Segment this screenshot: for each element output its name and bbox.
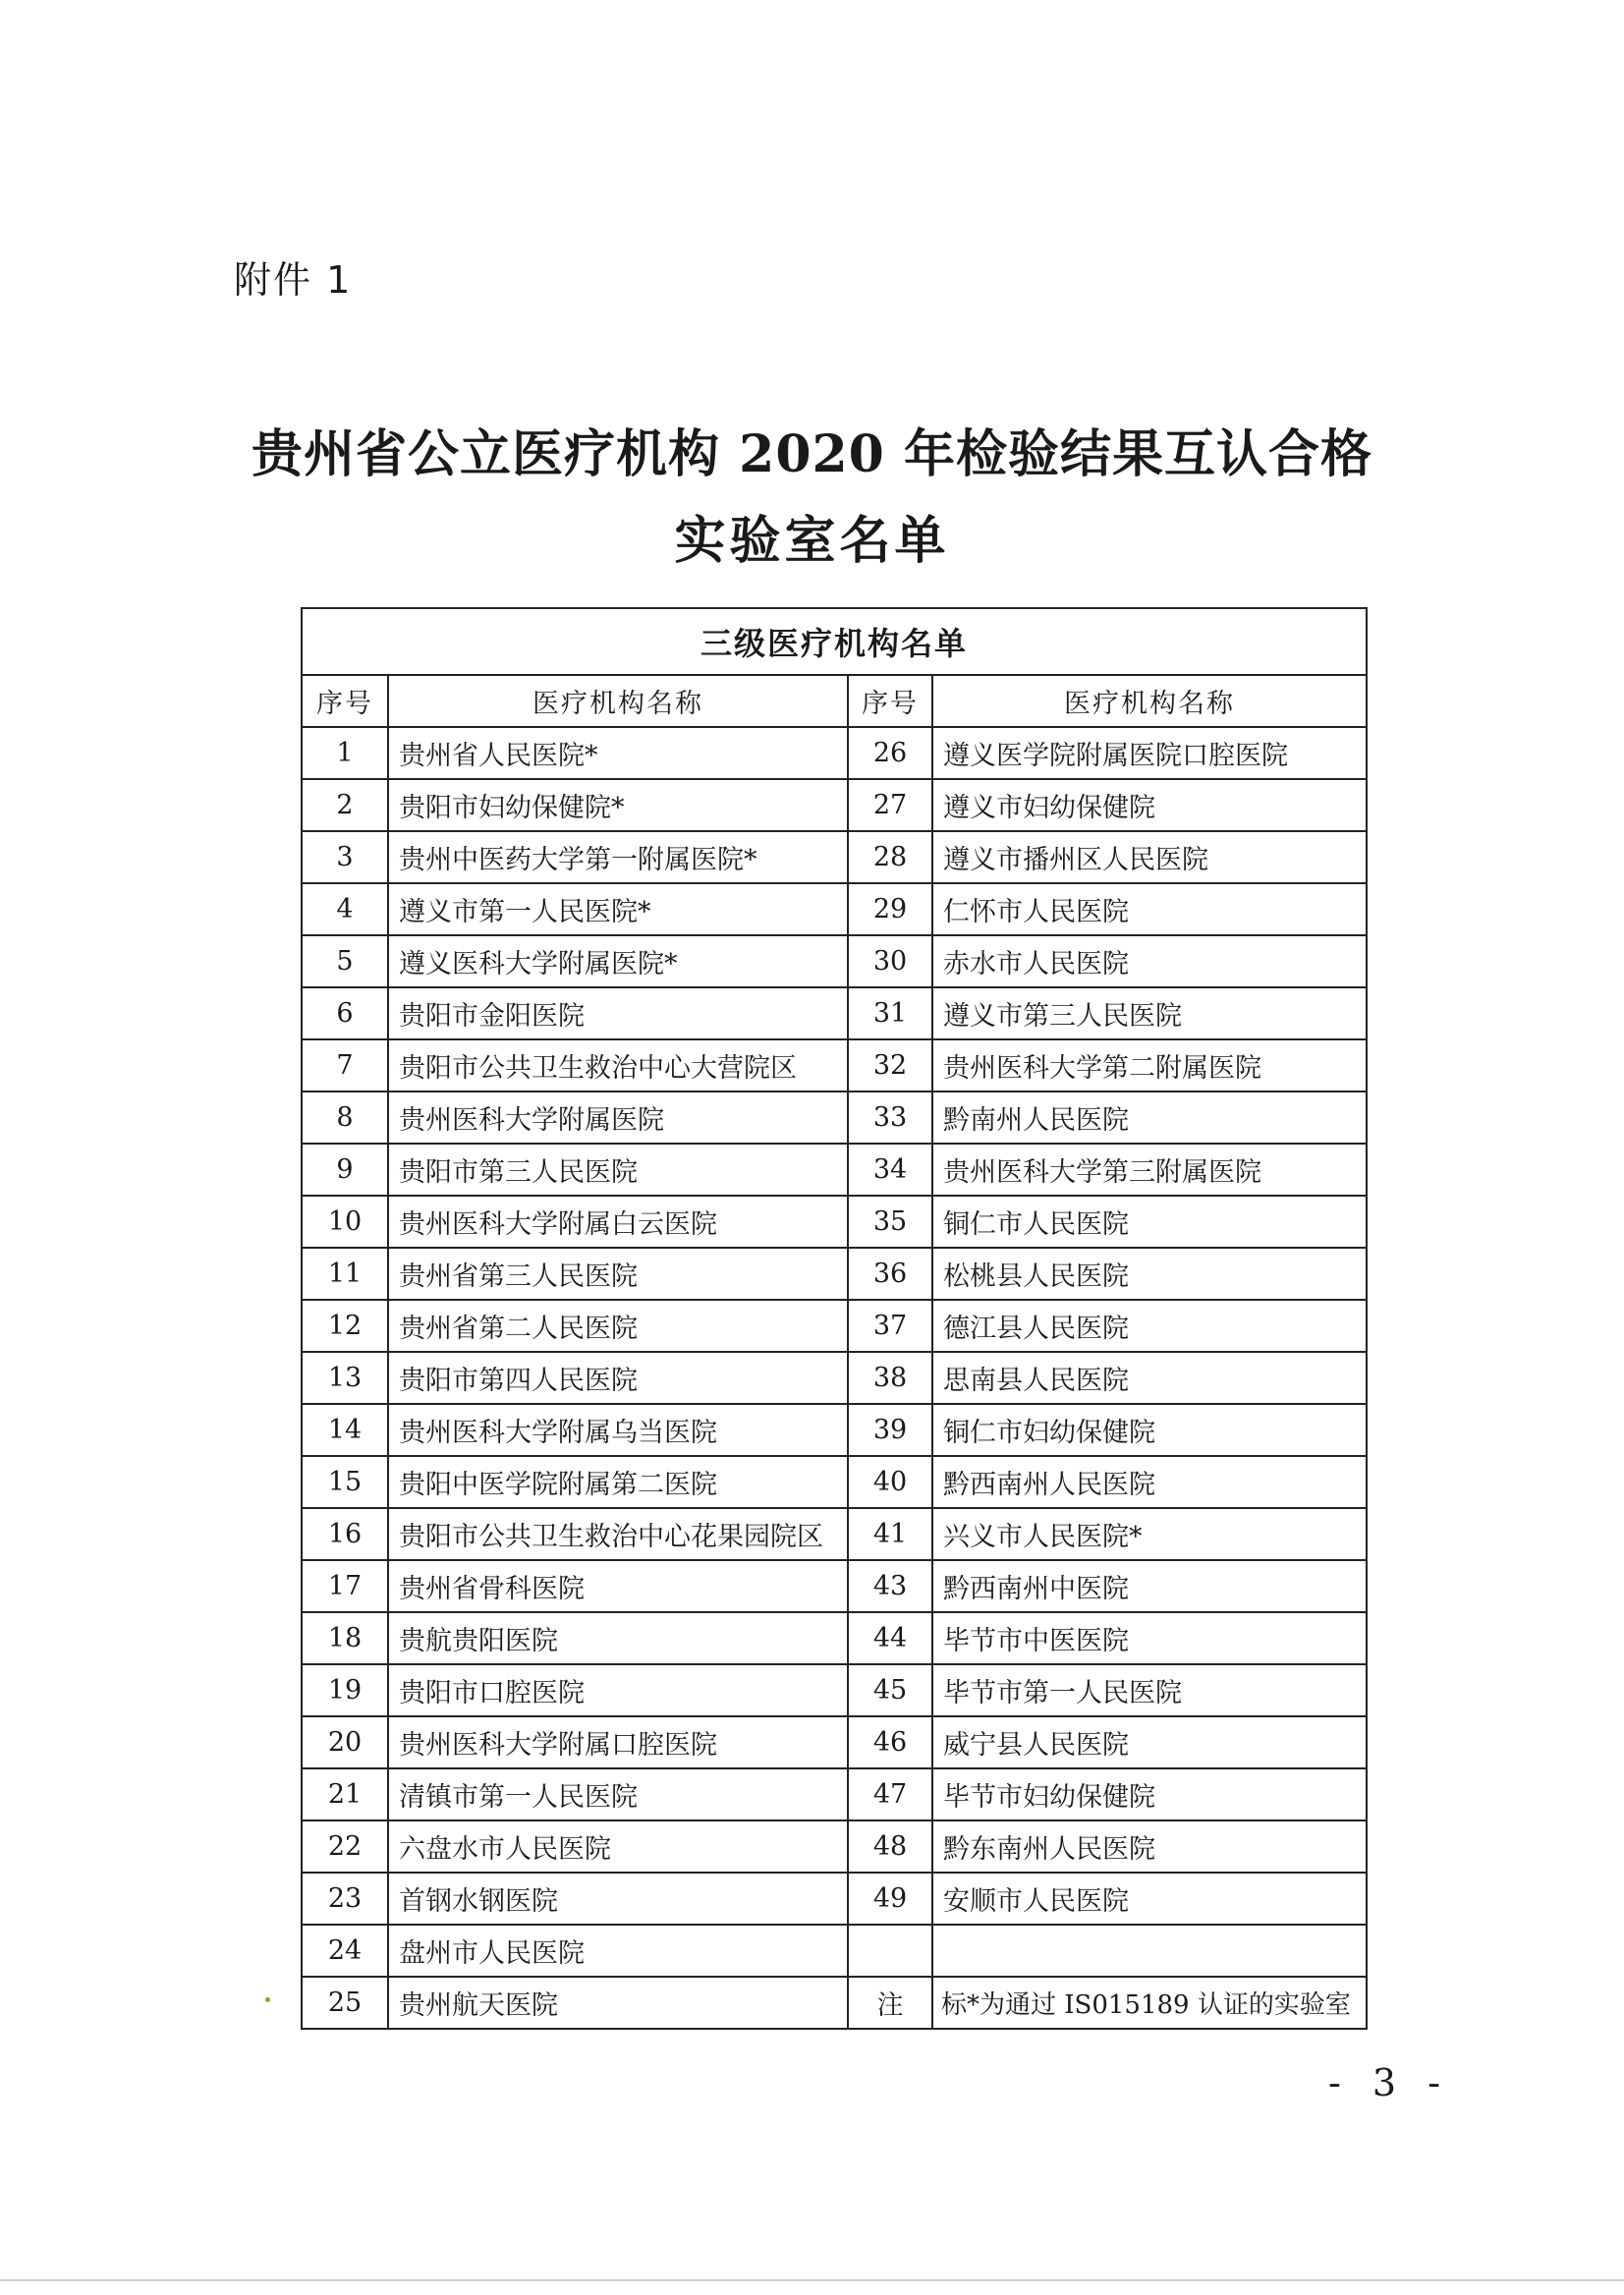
institution-name-right: 毕节市妇幼保健院 — [932, 1768, 1367, 1820]
row-number-right: 27 — [848, 779, 932, 831]
institution-name-left: 贵州省人民医院* — [388, 727, 848, 779]
institution-name-right: 标*为通过 IS015189 认证的实验室 — [932, 1977, 1367, 2029]
row-number-left: 15 — [302, 1456, 388, 1508]
page-number: - 3 - — [1328, 2061, 1451, 2104]
institution-name-right: 威宁县人民医院 — [932, 1716, 1367, 1768]
table-row — [302, 935, 1367, 987]
row-number-left: 23 — [302, 1873, 388, 1925]
table-row — [302, 1820, 1367, 1873]
institution-name-left: 首钢水钢医院 — [388, 1873, 848, 1925]
institution-name-right: 黔西南州中医院 — [932, 1560, 1367, 1612]
institution-name-right: 赤水市人民医院 — [932, 935, 1367, 987]
row-number-right: 46 — [848, 1716, 932, 1768]
institution-name-right: 思南县人民医院 — [932, 1352, 1367, 1404]
table-row — [302, 1248, 1367, 1300]
document-title-line-2: 实验室名单 — [674, 511, 950, 571]
column-header-seq-left: 序号 — [302, 675, 388, 727]
row-number-right: 35 — [848, 1196, 932, 1248]
institution-table — [301, 607, 1368, 2030]
table-row — [302, 1456, 1367, 1508]
table-row — [302, 1196, 1367, 1248]
institution-name-right: 仁怀市人民医院 — [932, 883, 1367, 935]
table-row — [302, 1716, 1367, 1768]
institution-name-left: 遵义市第一人民医院* — [388, 883, 848, 935]
institution-name-right: 黔南州人民医院 — [932, 1092, 1367, 1144]
row-number-right: 38 — [848, 1352, 932, 1404]
institution-name-left: 贵阳市妇幼保健院* — [388, 779, 848, 831]
row-number-left: 9 — [302, 1144, 388, 1196]
row-number-right: 31 — [848, 987, 932, 1039]
row-number-left: 2 — [302, 779, 388, 831]
row-number-right: 26 — [848, 727, 932, 779]
institution-name-right: 毕节市中医医院 — [932, 1612, 1367, 1664]
institution-name-right: 黔西南州人民医院 — [932, 1456, 1367, 1508]
row-number-left: 18 — [302, 1612, 388, 1664]
institution-name-left: 贵州医科大学附属白云医院 — [388, 1196, 848, 1248]
row-number-right: 40 — [848, 1456, 932, 1508]
column-header-name-right: 医疗机构名称 — [932, 675, 1367, 727]
table-row — [302, 1508, 1367, 1560]
institution-name-left: 贵航贵阳医院 — [388, 1612, 848, 1664]
institution-name-left: 贵州航天医院 — [388, 1977, 848, 2029]
institution-name-right — [932, 1925, 1367, 1977]
institution-name-right: 遵义市播州区人民医院 — [932, 831, 1367, 883]
row-number-right: 32 — [848, 1039, 932, 1092]
institution-name-right: 贵州医科大学第二附属医院 — [932, 1039, 1367, 1092]
row-number-left: 12 — [302, 1300, 388, 1352]
attachment-label: 附件 1 — [234, 258, 353, 302]
row-number-right: 43 — [848, 1560, 932, 1612]
row-number-left: 10 — [302, 1196, 388, 1248]
institution-name-left: 贵阳中医学院附属第二医院 — [388, 1456, 848, 1508]
table-row — [302, 1092, 1367, 1144]
row-number-left: 17 — [302, 1560, 388, 1612]
row-number-left: 22 — [302, 1820, 388, 1873]
table-row — [302, 1404, 1367, 1456]
row-number-left: 13 — [302, 1352, 388, 1404]
document-title-line-1: 贵州省公立医疗机构 2020 年检验结果互认合格 — [252, 424, 1372, 484]
column-header-seq-right: 序号 — [848, 675, 932, 727]
table-header-row — [302, 675, 1367, 727]
institution-name-left: 贵阳市第三人民医院 — [388, 1144, 848, 1196]
table-row — [302, 831, 1367, 883]
page-bottom-edge — [0, 2279, 1624, 2281]
institution-name-right: 德江县人民医院 — [932, 1300, 1367, 1352]
table-row — [302, 987, 1367, 1039]
row-number-left: 7 — [302, 1039, 388, 1092]
row-number-right: 44 — [848, 1612, 932, 1664]
institution-name-right: 遵义市妇幼保健院 — [932, 779, 1367, 831]
table-row — [302, 883, 1367, 935]
institution-name-left: 贵州医科大学附属口腔医院 — [388, 1716, 848, 1768]
institution-name-left: 贵阳市公共卫生救治中心大营院区 — [388, 1039, 848, 1092]
institution-name-left: 贵阳市口腔医院 — [388, 1664, 848, 1716]
row-number-left: 6 — [302, 987, 388, 1039]
institution-name-left: 遵义医科大学附属医院* — [388, 935, 848, 987]
institution-name-left: 贵州省骨科医院 — [388, 1560, 848, 1612]
row-number-right — [848, 1925, 932, 1977]
row-number-right: 45 — [848, 1664, 932, 1716]
table-row — [302, 1144, 1367, 1196]
row-number-right: 39 — [848, 1404, 932, 1456]
row-number-left: 20 — [302, 1716, 388, 1768]
table-row — [302, 1039, 1367, 1092]
institution-name-left: 贵州省第二人民医院 — [388, 1300, 848, 1352]
row-number-right: 37 — [848, 1300, 932, 1352]
institution-name-left: 贵阳市公共卫生救治中心花果园院区 — [388, 1508, 848, 1560]
institution-name-left: 贵州医科大学附属医院 — [388, 1092, 848, 1144]
institution-name-right: 黔东南州人民医院 — [932, 1820, 1367, 1873]
scan-speck — [265, 1997, 270, 2002]
row-number-right: 28 — [848, 831, 932, 883]
institution-name-left: 贵州中医药大学第一附属医院* — [388, 831, 848, 883]
row-number-left: 11 — [302, 1248, 388, 1300]
table-row — [302, 1664, 1367, 1716]
table-row — [302, 1300, 1367, 1352]
row-number-right: 49 — [848, 1873, 932, 1925]
row-number-left: 19 — [302, 1664, 388, 1716]
institution-name-right: 遵义市第三人民医院 — [932, 987, 1367, 1039]
row-number-right: 36 — [848, 1248, 932, 1300]
table-row — [302, 1768, 1367, 1820]
institution-name-left: 清镇市第一人民医院 — [388, 1768, 848, 1820]
row-number-left: 8 — [302, 1092, 388, 1144]
institution-name-left: 贵州省第三人民医院 — [388, 1248, 848, 1300]
row-number-right: 30 — [848, 935, 932, 987]
row-number-left: 14 — [302, 1404, 388, 1456]
row-number-left: 16 — [302, 1508, 388, 1560]
institution-name-right: 遵义医学院附属医院口腔医院 — [932, 727, 1367, 779]
table-row — [302, 1873, 1367, 1925]
institution-name-right: 铜仁市妇幼保健院 — [932, 1404, 1367, 1456]
row-number-right: 47 — [848, 1768, 932, 1820]
row-number-right: 48 — [848, 1820, 932, 1873]
institution-name-left: 盘州市人民医院 — [388, 1925, 848, 1977]
institution-name-left: 贵阳市第四人民医院 — [388, 1352, 848, 1404]
table-row — [302, 727, 1367, 779]
row-number-left: 24 — [302, 1925, 388, 1977]
institution-name-right: 贵州医科大学第三附属医院 — [932, 1144, 1367, 1196]
institution-name-right: 兴义市人民医院* — [932, 1508, 1367, 1560]
row-number-left: 3 — [302, 831, 388, 883]
institution-name-right: 安顺市人民医院 — [932, 1873, 1367, 1925]
table-caption-row — [302, 608, 1367, 675]
institution-name-left: 六盘水市人民医院 — [388, 1820, 848, 1873]
row-number-right: 29 — [848, 883, 932, 935]
table-row — [302, 779, 1367, 831]
row-number-right: 33 — [848, 1092, 932, 1144]
table-body — [302, 727, 1367, 2029]
column-header-name-left: 医疗机构名称 — [388, 675, 848, 727]
institution-name-left: 贵阳市金阳医院 — [388, 987, 848, 1039]
row-number-left: 25 — [302, 1977, 388, 2029]
table-row — [302, 1977, 1367, 2029]
row-number-right: 注 — [848, 1977, 932, 2029]
row-number-right: 34 — [848, 1144, 932, 1196]
row-number-left: 1 — [302, 727, 388, 779]
row-number-left: 21 — [302, 1768, 388, 1820]
institution-name-right: 铜仁市人民医院 — [932, 1196, 1367, 1248]
institution-name-left: 贵州医科大学附属乌当医院 — [388, 1404, 848, 1456]
institution-name-right: 毕节市第一人民医院 — [932, 1664, 1367, 1716]
table-row — [302, 1612, 1367, 1664]
row-number-left: 5 — [302, 935, 388, 987]
table-row — [302, 1560, 1367, 1612]
institution-name-right: 松桃县人民医院 — [932, 1248, 1367, 1300]
row-number-right: 41 — [848, 1508, 932, 1560]
row-number-left: 4 — [302, 883, 388, 935]
table-row — [302, 1925, 1367, 1977]
table-caption: 三级医疗机构名单 — [302, 608, 1367, 675]
table-row — [302, 1352, 1367, 1404]
